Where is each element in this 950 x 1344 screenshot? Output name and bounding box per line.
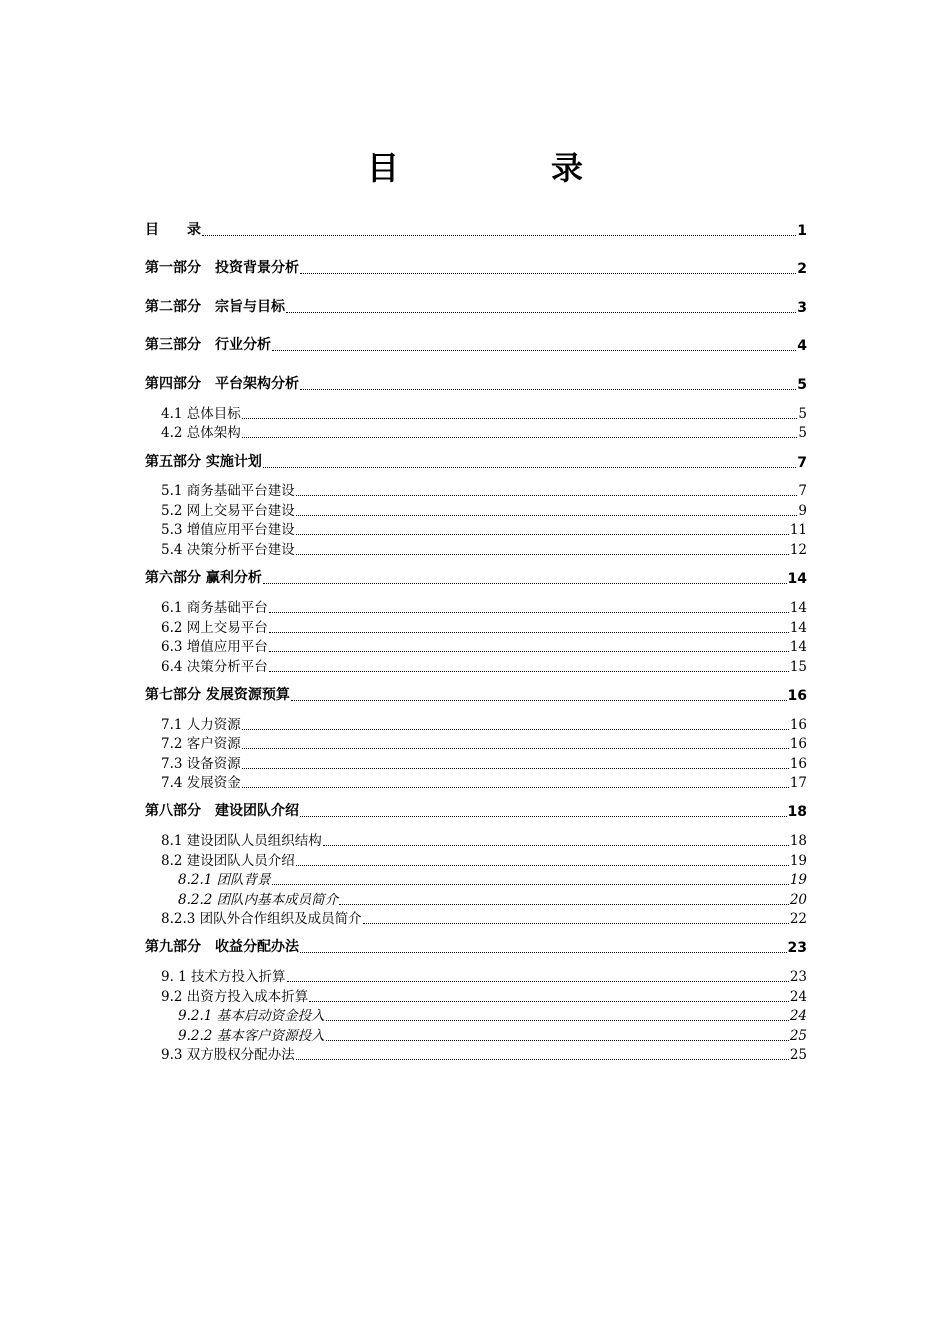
- toc-label: 第三部分 行业分析: [145, 337, 271, 353]
- toc-leader: [263, 582, 787, 584]
- toc-leader: [242, 417, 798, 419]
- toc-entry-part-3[interactable]: [145, 334, 807, 354]
- toc-entry-part-2[interactable]: [145, 296, 807, 316]
- toc-leader: [296, 1058, 789, 1060]
- toc-leader: [269, 670, 789, 672]
- toc-label: 9. 1 技术方投入折算: [161, 969, 286, 985]
- toc-label: 7.4 发展资金: [161, 775, 241, 791]
- toc-leader: [287, 980, 789, 982]
- toc-page-number: 3: [797, 300, 807, 316]
- toc-page-number: 20: [789, 892, 807, 908]
- toc-entry-8-2-2[interactable]: [178, 888, 807, 908]
- toc-entry-9-2-1[interactable]: [178, 1004, 807, 1024]
- toc-page-number: 5: [797, 377, 807, 393]
- toc-leader: [309, 1000, 789, 1002]
- toc-label: 6.1 商务基础平台: [161, 600, 268, 616]
- toc-page-number: 7: [797, 455, 807, 471]
- toc-entry-9-2[interactable]: [161, 985, 807, 1005]
- toc-entry-7-1[interactable]: [161, 713, 807, 733]
- toc-entry-part-9[interactable]: [145, 936, 807, 956]
- toc-label: 第六部分 赢利分析: [145, 570, 262, 586]
- toc-page-number: 25: [789, 1047, 807, 1063]
- toc-entry-part-5[interactable]: [145, 451, 807, 471]
- toc-entry-9-2-2[interactable]: [178, 1024, 807, 1044]
- toc-label: 5.3 增值应用平台建设: [161, 522, 295, 538]
- toc-label: 第七部分 发展资源预算: [145, 687, 290, 703]
- toc-page-number: 5: [798, 406, 807, 422]
- toc-label: 4.1 总体目标: [161, 406, 241, 422]
- toc-leader: [242, 767, 789, 769]
- toc-page-number: 24: [789, 1008, 807, 1024]
- toc-page-number: 24: [789, 989, 807, 1005]
- toc-leader: [326, 1019, 789, 1021]
- toc-entry-7-2[interactable]: [161, 732, 807, 752]
- toc-entry-5-1[interactable]: [161, 479, 807, 499]
- toc-leader: [202, 234, 796, 236]
- toc-entry-part-4[interactable]: [145, 373, 807, 393]
- toc-page-number: 17: [789, 775, 807, 791]
- toc-leader: [269, 611, 789, 613]
- toc-label: 第五部分 实施计划: [145, 454, 262, 470]
- toc-label: 8.2.3 团队外合作组织及成员简介: [161, 911, 362, 927]
- toc-label: 6.3 增值应用平台: [161, 639, 268, 655]
- toc-page-number: 11: [789, 522, 807, 538]
- toc-leader: [296, 533, 789, 535]
- toc-leader: [326, 1039, 789, 1041]
- toc-entry-7-3[interactable]: [161, 752, 807, 772]
- toc-page-number: 23: [787, 940, 807, 956]
- toc-page-number: 18: [787, 804, 807, 820]
- toc-label: 8.2 建设团队人员介绍: [161, 853, 295, 869]
- toc-entry-6-3[interactable]: [161, 635, 807, 655]
- toc-label: 8.1 建设团队人员组织结构: [161, 833, 322, 849]
- toc-page-number: 18: [789, 833, 807, 849]
- toc-page-number: 5: [798, 425, 807, 441]
- toc-entry-9-3[interactable]: [161, 1043, 807, 1063]
- toc-page-number: 9: [798, 503, 807, 519]
- toc-label: 9.2.2 基本客户资源投入: [178, 1028, 325, 1044]
- toc-leader: [296, 553, 789, 555]
- toc-page-number: 16: [789, 756, 807, 772]
- toc-leader: [269, 650, 789, 652]
- toc-entry-contents[interactable]: [145, 219, 807, 239]
- toc-entry-5-4[interactable]: [161, 538, 807, 558]
- toc-label: 第八部分 建设团队介绍: [145, 803, 299, 819]
- toc-page-number: 12: [789, 542, 807, 558]
- toc-page-number: 1: [797, 223, 807, 239]
- toc-entry-4-1[interactable]: [161, 402, 807, 422]
- toc-entry-8-2-1[interactable]: [178, 868, 807, 888]
- toc-leader: [296, 514, 798, 516]
- toc-label: 第九部分 收益分配办法: [145, 939, 299, 955]
- toc-leader: [300, 388, 796, 390]
- toc-label: 5.4 决策分析平台建设: [161, 542, 295, 558]
- toc-page-number: 2: [797, 261, 807, 277]
- toc-page-number: 14: [789, 600, 807, 616]
- toc-label: 第一部分 投资背景分析: [145, 260, 299, 276]
- toc-leader: [272, 883, 789, 885]
- toc-entry-5-3[interactable]: [161, 518, 807, 538]
- toc-label: 第四部分 平台架构分析: [145, 376, 299, 392]
- toc-entry-5-2[interactable]: [161, 499, 807, 519]
- toc-page-number: 7: [798, 483, 807, 499]
- toc-entry-part-8[interactable]: [145, 800, 807, 820]
- toc-label: 8.2.2 团队内基本成员简介: [178, 892, 339, 908]
- toc-entry-part-6[interactable]: [145, 567, 807, 587]
- toc-leader: [272, 349, 796, 351]
- toc-entry-6-4[interactable]: [161, 655, 807, 675]
- toc-entry-part-7[interactable]: [145, 684, 807, 704]
- toc-page-number: 19: [789, 853, 807, 869]
- toc-label: 6.4 决策分析平台: [161, 659, 268, 675]
- toc-page-number: 16: [787, 688, 807, 704]
- toc-entry-8-1[interactable]: [161, 829, 807, 849]
- toc-label: 7.1 人力资源: [161, 717, 241, 733]
- page-title: 目 录: [366, 149, 643, 187]
- toc-entry-6-1[interactable]: [161, 596, 807, 616]
- toc-leader: [339, 903, 789, 905]
- toc-leader: [263, 466, 796, 468]
- toc-leader: [242, 728, 789, 730]
- toc-label: 5.1 商务基础平台建设: [161, 483, 295, 499]
- toc-entry-7-4[interactable]: [161, 771, 807, 791]
- toc-leader: [242, 436, 798, 438]
- toc-label: 第二部分 宗旨与目标: [145, 299, 285, 315]
- toc-leader: [296, 494, 798, 496]
- toc-entry-8-2[interactable]: [161, 849, 807, 869]
- toc-page-number: 23: [789, 969, 807, 985]
- toc-leader: [291, 699, 787, 701]
- toc-leader: [242, 786, 789, 788]
- toc-label: 8.2.1 团队背景: [178, 872, 271, 888]
- toc-page-number: 22: [789, 911, 807, 927]
- toc-leader: [300, 951, 787, 953]
- toc-entry-9-1[interactable]: [161, 965, 807, 985]
- toc-label: 7.2 客户资源: [161, 736, 241, 752]
- toc-leader: [363, 922, 789, 924]
- toc-leader: [300, 272, 796, 274]
- toc-page-number: 14: [789, 639, 807, 655]
- toc-page-number: 25: [789, 1028, 807, 1044]
- toc-page-number: 14: [789, 620, 807, 636]
- toc-page-number: 15: [789, 659, 807, 675]
- toc-page-number: 4: [797, 338, 807, 354]
- toc-label: 9.2 出资方投入成本折算: [161, 989, 309, 1005]
- toc-leader: [323, 844, 789, 846]
- toc-page-number: 16: [789, 717, 807, 733]
- toc-leader: [269, 631, 789, 633]
- toc-page-number: 14: [787, 571, 807, 587]
- toc-label: 目 录: [145, 222, 201, 238]
- toc-page-number: 16: [789, 736, 807, 752]
- toc-entry-part-1[interactable]: [145, 257, 807, 277]
- toc-label: 4.2 总体架构: [161, 425, 241, 441]
- toc-leader: [242, 747, 789, 749]
- toc-entry-4-2[interactable]: [161, 421, 807, 441]
- toc-label: 9.3 双方股权分配办法: [161, 1047, 295, 1063]
- toc-label: 5.2 网上交易平台建设: [161, 503, 295, 519]
- toc-label: 9.2.1 基本启动资金投入: [178, 1008, 325, 1024]
- toc-page-number: 19: [789, 872, 807, 888]
- toc-entry-6-2[interactable]: [161, 616, 807, 636]
- toc-leader: [300, 815, 787, 817]
- toc-label: 7.3 设备资源: [161, 756, 241, 772]
- toc-entry-8-2-3[interactable]: [161, 907, 807, 927]
- toc-leader: [286, 311, 796, 313]
- toc-label: 6.2 网上交易平台: [161, 620, 268, 636]
- toc-leader: [296, 864, 789, 866]
